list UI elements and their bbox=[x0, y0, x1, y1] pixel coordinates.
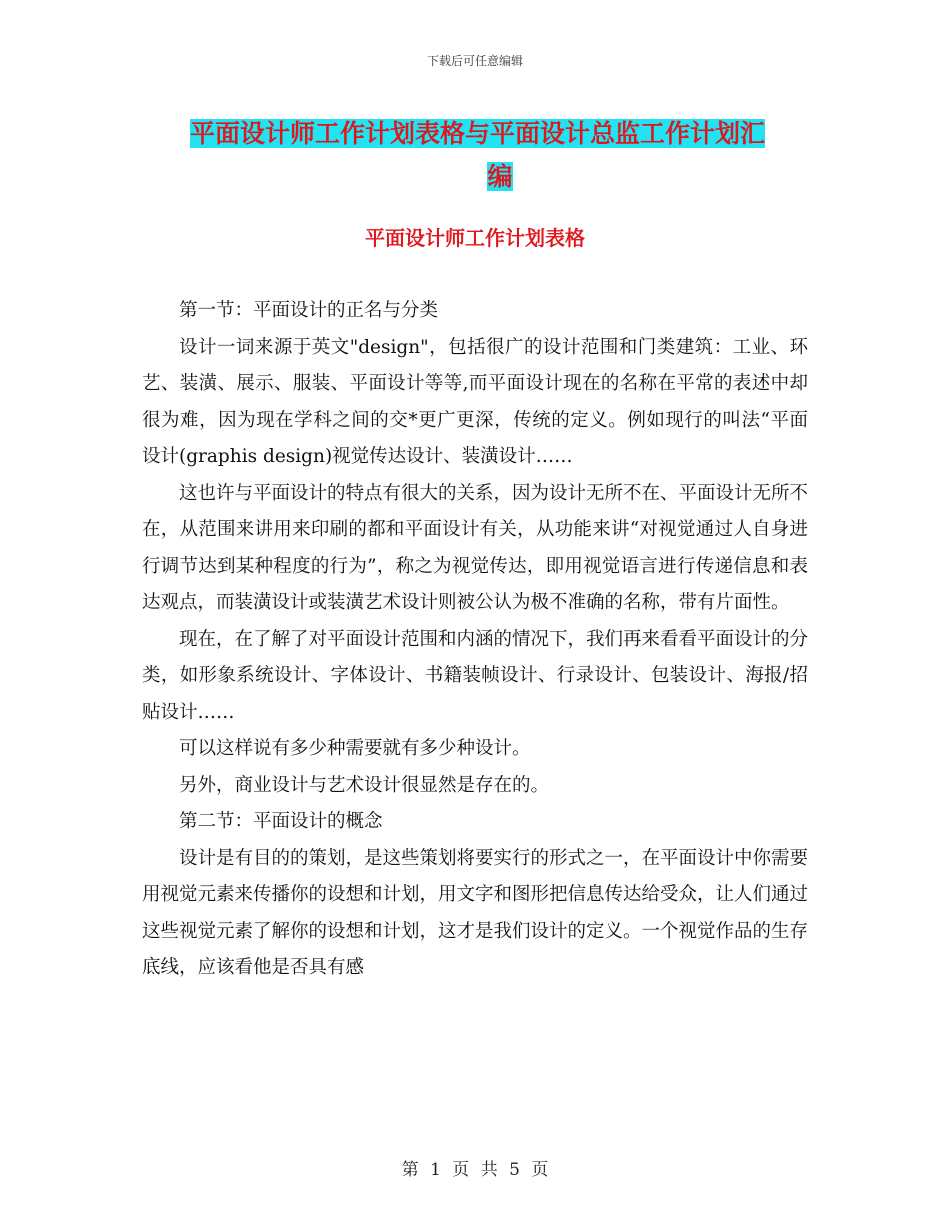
section-heading-2: 第二节：平面设计的概念 bbox=[179, 811, 383, 832]
body-paragraph: 设计是有目的的策划，是这些策划将要实行的形式之一，在平面设计中你需要用视觉元素来传播你的设想和计划，用文字和图形把信息传达给受众，让人们通过这些视觉元素了解你的设想和计划，这才是我们设计的定义。一个视觉作品的生存底线，应该看他是否具有感 bbox=[142, 847, 809, 978]
section-heading-1: 第一节：平面设计的正名与分类 bbox=[179, 300, 439, 321]
section-title: 平面设计师工作计划表格 bbox=[365, 226, 585, 250]
document-title-line-2-wrapper bbox=[190, 155, 810, 198]
body-paragraph: 这也许与平面设计的特点有很大的关系，因为设计无所不在、平面设计无所不在，从范围来讲用来印刷的都和平面设计有关，从功能来讲“对视觉通过人自身进行调节达到某种程度的行为”，称之为视觉传达，即用视觉语言进行传递信息和表达观点，而装潢设计或装潢艺术设计则被公认为极不准确的名称，带有片面性。 bbox=[142, 482, 809, 613]
body-paragraph: 另外，商业设计与艺术设计很显然是存在的。 bbox=[179, 774, 550, 796]
page-number-footer: 第 1 页 共 5 页 bbox=[401, 1160, 549, 1180]
body-paragraph: 设计一词来源于英文"design"，包括很广的设计范围和门类建筑：工业、环艺、装潢、展示、服装、平面设计等等,而平面设计现在的名称在平常的表述中却很为难，因为现在学科之间的交*更广更深，传统的定义。例如现行的叫法“平面设计(graphis design)视觉传达设计、装潢设计…… bbox=[142, 336, 808, 467]
body-paragraph: 现在，在了解了对平面设计范围和内涵的情况下，我们再来看看平面设计的分类，如形象系统设计、字体设计、书籍装帧设计、行录设计、包装设计、海报/招贴设计…… bbox=[142, 628, 809, 723]
document-title bbox=[190, 112, 810, 198]
document-body bbox=[142, 293, 808, 987]
document-title-line-1: 平面设计师工作计划表格与平面设计总监工作计划汇 bbox=[190, 119, 766, 148]
header-note: 下载后可任意编辑 bbox=[426, 54, 523, 68]
body-paragraph: 可以这样说有多少种需要就有多少种设计。 bbox=[179, 738, 531, 759]
document-title-line-2: 编 bbox=[487, 162, 513, 191]
